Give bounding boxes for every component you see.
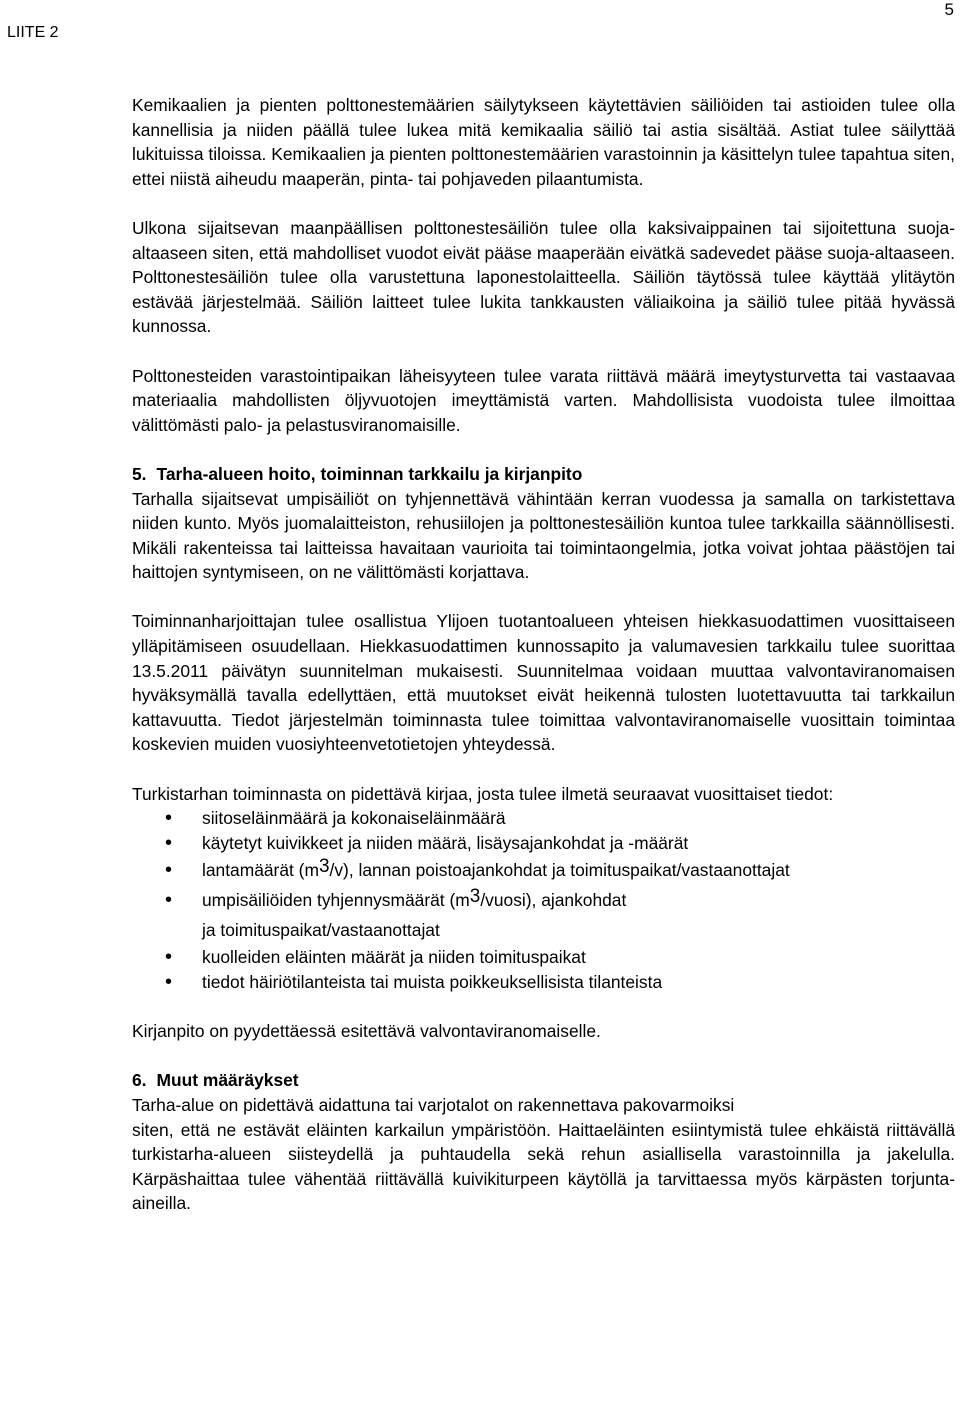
- list-item: [132, 885, 955, 945]
- superscript: 3: [469, 886, 481, 908]
- section-title: Tarha-alueen hoito, toiminnan tarkkailu ja kirjanpito: [156, 463, 583, 484]
- paragraph-fencing-line1: Tarha-alue on pidettävä aidattuna tai varjotalot on rakennettava pakovarmoiksi: [132, 1094, 735, 1115]
- list-item: • tiedot häiriötilanteista tai muista poikkeuksellisista tilanteista: [132, 970, 955, 995]
- records-list: [132, 806, 955, 994]
- list-item: • siitoseläinmäärä ja kokonaiseläinmäärä: [132, 806, 955, 831]
- section-number: 6.: [132, 1070, 147, 1091]
- list-item: • kuolleiden eläinten määrät ja niiden toimituspaikat: [132, 945, 955, 970]
- list-item-text: /vuosi), ajankohdat: [480, 890, 627, 911]
- superscript: 3: [318, 856, 330, 878]
- list-item-text: lantamäärät (m: [202, 860, 319, 881]
- paragraph-fuel-tank: Ulkona sijaitsevan maanpäällisen polttonestesäiliön tulee olla kaksivaippainen tai sijoitettuna suoja-altaaseen siten, että mahdolliset vuodot eivät pääse maaperään eivätkä sadevedet pääse suoja-altaaseen. Polttonestesäiliön tulee olla varustettuna laponestolaitteella. Säiliön täytössä tulee käyttää ylitäytön estävää järjestelmää. Säiliön laitteet tulee lukita tankkausten väliaikoina ja säiliö tulee pitää hyvässä kunnossa.: [132, 217, 955, 337]
- appendix-label: LIITE 2: [7, 24, 59, 41]
- paragraph-chemicals: Kemikaalien ja pienten polttonestemäärien säilytykseen käytettävien säiliöiden tai astioiden tulee olla kannellisia ja niiden päällä tulee lukea mitä kemikaalia säiliö tai astia sisältää. Astiat tulee säilyttää lukituissa tiloissa. Kemikaalien ja pienten polttonestemäärien varastoinnin ja käsittelyn tulee tapahtua siten, ettei niistä aiheudu maaperän, pinta- tai pohjaveden pilaantumista.: [132, 95, 955, 189]
- paragraph-records-submit: Kirjanpito on pyydettäessä esitettävä valvontaviranomaiselle.: [132, 1021, 601, 1042]
- list-item-text: umpisäiliöiden tyhjennysmäärät (m: [202, 890, 470, 911]
- section-title: Muut määräykset: [156, 1070, 299, 1091]
- list-item-text: ja toimituspaikat/vastaanottajat: [202, 920, 440, 941]
- section-heading-6: [132, 1068, 955, 1093]
- paragraph-sand-filter: Toiminnanharjoittajan tulee osallistua Ylijoen tuotantoalueen yhteisen hiekkasuodattimen vuosittaiseen ylläpitämiseen osuudellaan. Hiekkasuodattimen kunnossapito ja valumavesien tarkkailu tulee suorittaa 13.5.2011 päivätyn suunnitelman mukaisesti. Suunnitelmaa voidaan muuttaa valvontaviranomaisen hyväksymällä tavalla edellyttäen, että muutokset eivät heikennä tulosten luotettavuutta tai tarkkailun kattavuutta. Tiedot järjestelmän toiminnasta tulee toimittaa valvontaviranomaiselle vuosittain toimintaa koskevien muiden vuosiyhteenvetotietojen yhteydessä.: [132, 611, 955, 755]
- list-item: [132, 855, 955, 885]
- paragraph-records-intro: Turkistarhan toiminnasta on pidettävä kirjaa, josta tulee ilmetä seuraavat vuosittaiset tiedot:: [132, 783, 834, 804]
- paragraph-fencing: siten, että ne estävät eläinten karkailun ympäristöön. Haittaeläinten esiintymistä tulee ehkäistä riittävällä turkistarha-alueen siisteydellä ja puhtaudella sekä rehun asiallisella varastoinnilla ja jakelulla. Kärpäshaittaa tulee vähentää riittävällä kuivikiturpeen käytöllä ja tarvittaessa myös kärpästen torjunta-aineilla.: [132, 1119, 955, 1214]
- page-number: 5: [944, 0, 954, 19]
- list-item-text: /v), lannan poistoajankohdat ja toimituspaikat/vastaanottajat: [329, 860, 790, 881]
- paragraph-tanks-inspection: Tarhalla sijaitsevat umpisäiliöt on tyhjennettävä vähintään kerran vuodessa ja samalla on tarkistettava niiden kunto. Myös juomalaitteiston, rehusiilojen ja polttonestesäiliön kuntoa tulee tarkkailla säännöllisesti. Mikäli rakenteissa tai laitteissa havaitaan vaurioita tai toimintaongelmia, jotka voivat johtaa päästöjen tai haittojen syntymiseen, on ne välittömästi korjattava.: [132, 488, 955, 583]
- document-body: [132, 93, 955, 1216]
- list-item: • käytetyt kuivikkeet ja niiden määrä, lisäysajankohdat ja -määrät: [132, 831, 955, 856]
- section-heading-5: [132, 462, 955, 487]
- paragraph-absorbent: Polttonesteiden varastointipaikan läheisyyteen tulee varata riittävä määrä imeytysturvetta tai vastaavaa materiaalia mahdollisten öljyvuotojen imeyttämistä varten. Mahdollisista vuodoista tulee ilmoittaa välittömästi palo- ja pelastusviranomaisille.: [132, 365, 955, 435]
- section-number: 5.: [132, 463, 147, 484]
